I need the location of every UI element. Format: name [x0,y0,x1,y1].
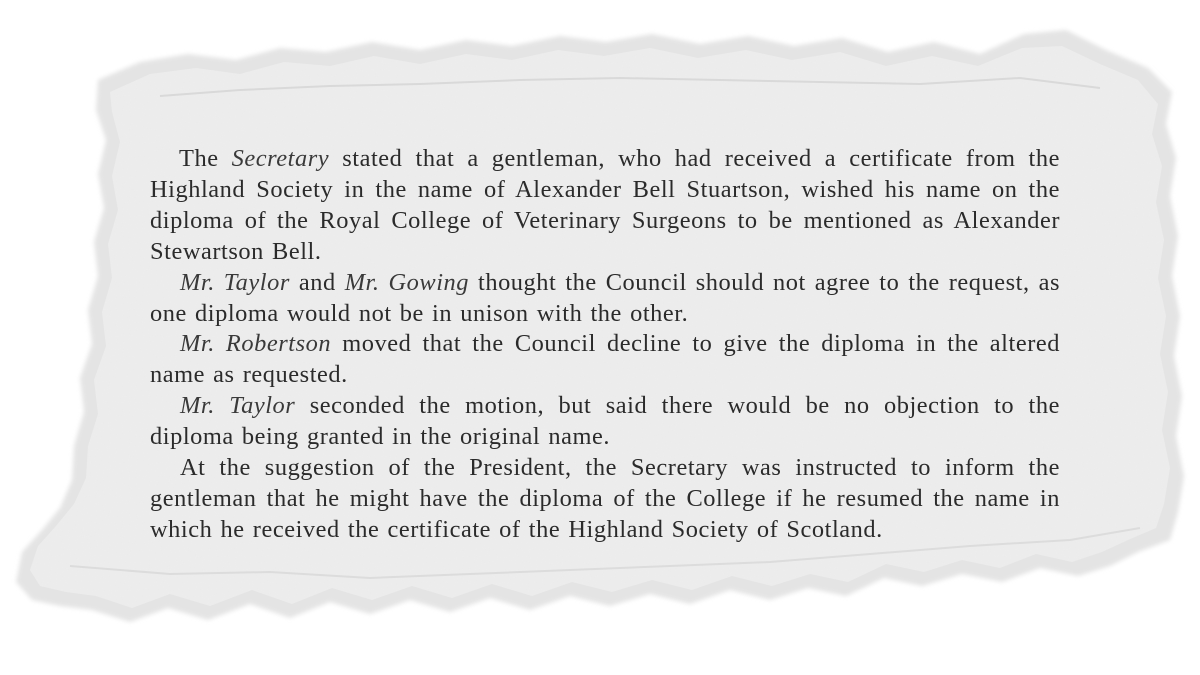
paragraph-robertson [150,329,1060,391]
speaker-name: Mr. Taylor [180,268,290,296]
paragraph-lead: The [179,145,232,172]
speaker-name: Mr. Robertson [180,330,332,358]
speaker-name: Mr. Taylor [180,392,296,420]
paragraph-taylor-gowing [150,268,1060,330]
paragraph-text: At the suggestion of the President, the Secretary was instructed to inform the gentleman that he might have the diploma of the College if he resumed the name in which he received the certificate of the Highland Society of Scotland. [150,454,1060,543]
paragraph-president-suggestion [150,453,1060,546]
paragraph-secretary [150,144,1060,268]
paragraph-taylor-seconded [150,391,1060,453]
speaker-name: Mr. Gowing [344,268,470,296]
paragraph-conjunction: and [289,268,345,296]
paragraph-text: seconded the motion, but said there would be no objection to the diploma being granted in the original name. [150,392,1060,451]
paragraph-text: stated that a gentleman, who had received a certificate from the Highland Society in the name of Alexander Bell Stuartson, wished his name on the diploma of the Royal College of Veterinary Surgeons to be mentioned as Alexander Stewartson Bell. [150,145,1060,265]
paragraph-text: moved that the Council decline to give the diploma in the altered name as requested. [150,330,1061,389]
paragraph-text: thought the Council should not agree to the request, as one diploma would not be in unison with the other. [150,268,1061,327]
clipping-text [150,144,1060,546]
speaker-name: Secretary [231,145,330,172]
